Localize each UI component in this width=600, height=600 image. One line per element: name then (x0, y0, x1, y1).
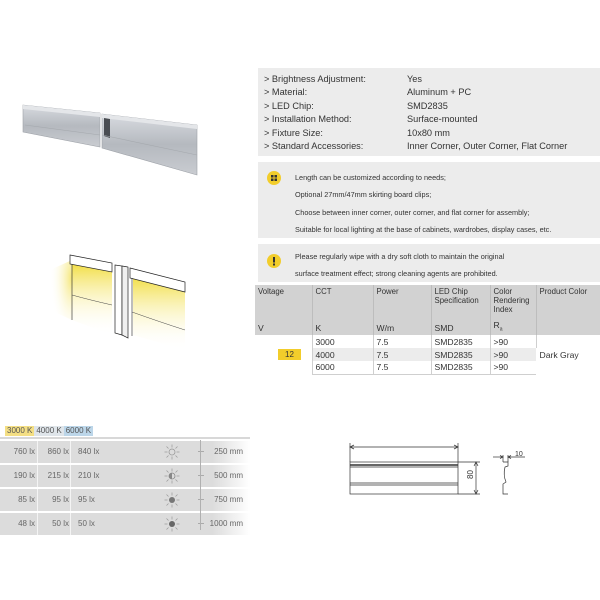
product-illustration (50, 250, 190, 350)
chip-cell: SMD2835 (431, 348, 490, 361)
cct-cell: 3000 (312, 335, 373, 348)
spec-row-fixture-size (264, 127, 600, 140)
tab-3000k: 3000 K (7, 426, 33, 435)
lux-3000: 190 lx (13, 471, 35, 480)
height-dimension: 80 (465, 470, 475, 479)
distance-axis (200, 440, 201, 530)
illuminance-table (0, 426, 250, 535)
power-cell: 7.5 (373, 361, 431, 374)
lux-4000: 95 lx (52, 495, 69, 504)
care-notice-box (258, 244, 600, 282)
unit-cri: $R_a$ (490, 318, 536, 335)
tab-4000k: 4000 K (36, 426, 62, 435)
spec-value: SMD2835 (407, 100, 448, 111)
divider (0, 437, 250, 439)
cct-tabs (5, 426, 250, 436)
lux-3000: 760 lx (13, 447, 35, 456)
technical-drawing (340, 440, 540, 500)
chip-cell: SMD2835 (431, 335, 490, 348)
spec-label: > Fixture Size: (264, 127, 323, 138)
power-cell: 7.5 (373, 348, 431, 361)
spec-row-brightness (264, 73, 600, 86)
lux-6000: 210 lx (78, 471, 100, 480)
notice-line: Please regularly wipe with a dry soft cloth to maintain the original (295, 252, 505, 261)
table-row (255, 335, 600, 348)
distance: 500 mm (214, 471, 243, 480)
sun-half-icon (164, 468, 180, 484)
header-cct: CCT (312, 285, 373, 318)
cct-cell: 4000 (312, 348, 373, 361)
voltage-cell (255, 335, 312, 374)
lux-6000: 95 lx (78, 495, 95, 504)
sun-filled-icon (164, 516, 180, 532)
cct-cell: 6000 (312, 361, 373, 374)
sun-outline-icon (164, 444, 180, 460)
exclamation-icon (267, 254, 281, 268)
spec-row-material (264, 86, 600, 99)
specifications-panel (258, 68, 600, 156)
spec-label: > Installation Method: (264, 114, 352, 125)
spec-value: Surface-mounted (407, 114, 478, 125)
distance: 250 mm (214, 447, 243, 456)
product-spec-table (255, 285, 600, 375)
spec-label: > Material: (264, 87, 308, 98)
header-voltage: Voltage (255, 285, 312, 318)
spec-label: > Brightness Adjustment: (264, 74, 366, 84)
distance: 1000 mm (209, 519, 243, 528)
spec-row-accessories (264, 140, 600, 153)
voltage-badge: 12 (278, 349, 301, 360)
unit-power: W/m (373, 318, 431, 335)
feature-line: Length can be customized according to needs; (295, 173, 446, 182)
spec-value: 10x80 mm (407, 127, 450, 138)
grid-icon (267, 171, 281, 185)
spec-value: Aluminum + PC (407, 87, 472, 98)
spec-label: > Standard Accessories: (264, 140, 364, 151)
spec-value: Yes (407, 74, 422, 84)
header-led-chip: LED Chip Specification (431, 285, 490, 318)
lux-3000: 48 lx (18, 519, 35, 528)
product-photo (20, 100, 205, 185)
notice-line: surface treatment effect; strong cleaning agents are prohibited. (295, 269, 498, 278)
feature-line: Choose between inner corner, outer corner, and flat corner for assembly; (295, 207, 530, 217)
lux-row (0, 489, 250, 511)
spec-label: > LED Chip: (264, 100, 314, 111)
lux-row (0, 513, 250, 535)
sun-filled-icon (164, 492, 180, 508)
spec-row-led-chip (264, 100, 600, 113)
lux-row (0, 465, 250, 487)
spec-value: Inner Corner, Outer Corner, Flat Corner (407, 140, 568, 151)
cri-cell: >90 (490, 335, 536, 348)
features-box (258, 162, 600, 238)
header-power: Power (373, 285, 431, 318)
lux-row (0, 441, 250, 463)
lux-4000: 215 lx (47, 471, 69, 480)
lux-6000: 840 lx (78, 447, 100, 456)
spec-row-installation (264, 113, 600, 126)
chip-cell: SMD2835 (431, 361, 490, 374)
unit-product-color (536, 318, 600, 335)
tab-6000k: 6000 K (65, 426, 92, 435)
header-cri: Color Rendering Index (490, 285, 536, 318)
feature-line: Optional 27mm/47mm skirting board clips; (295, 190, 432, 200)
power-cell: 7.5 (373, 335, 431, 348)
unit-voltage: V (255, 318, 312, 335)
width-dimension: 10 (515, 451, 523, 458)
header-product-color: Product Color (536, 285, 600, 318)
lux-3000: 85 lx (18, 495, 35, 504)
unit-cct: K (312, 318, 373, 335)
lux-4000: 50 lx (52, 519, 69, 528)
unit-led-chip: SMD (431, 318, 490, 335)
cri-cell: >90 (490, 361, 536, 374)
feature-line: Suitable for local lighting at the base of cabinets, wardrobes, display cases, etc. (295, 224, 552, 234)
lux-6000: 50 lx (78, 519, 95, 528)
lux-4000: 860 lx (47, 447, 69, 456)
product-color-cell: Dark Gray (539, 349, 579, 360)
cri-cell: >90 (490, 348, 536, 361)
distance: 750 mm (214, 495, 243, 504)
